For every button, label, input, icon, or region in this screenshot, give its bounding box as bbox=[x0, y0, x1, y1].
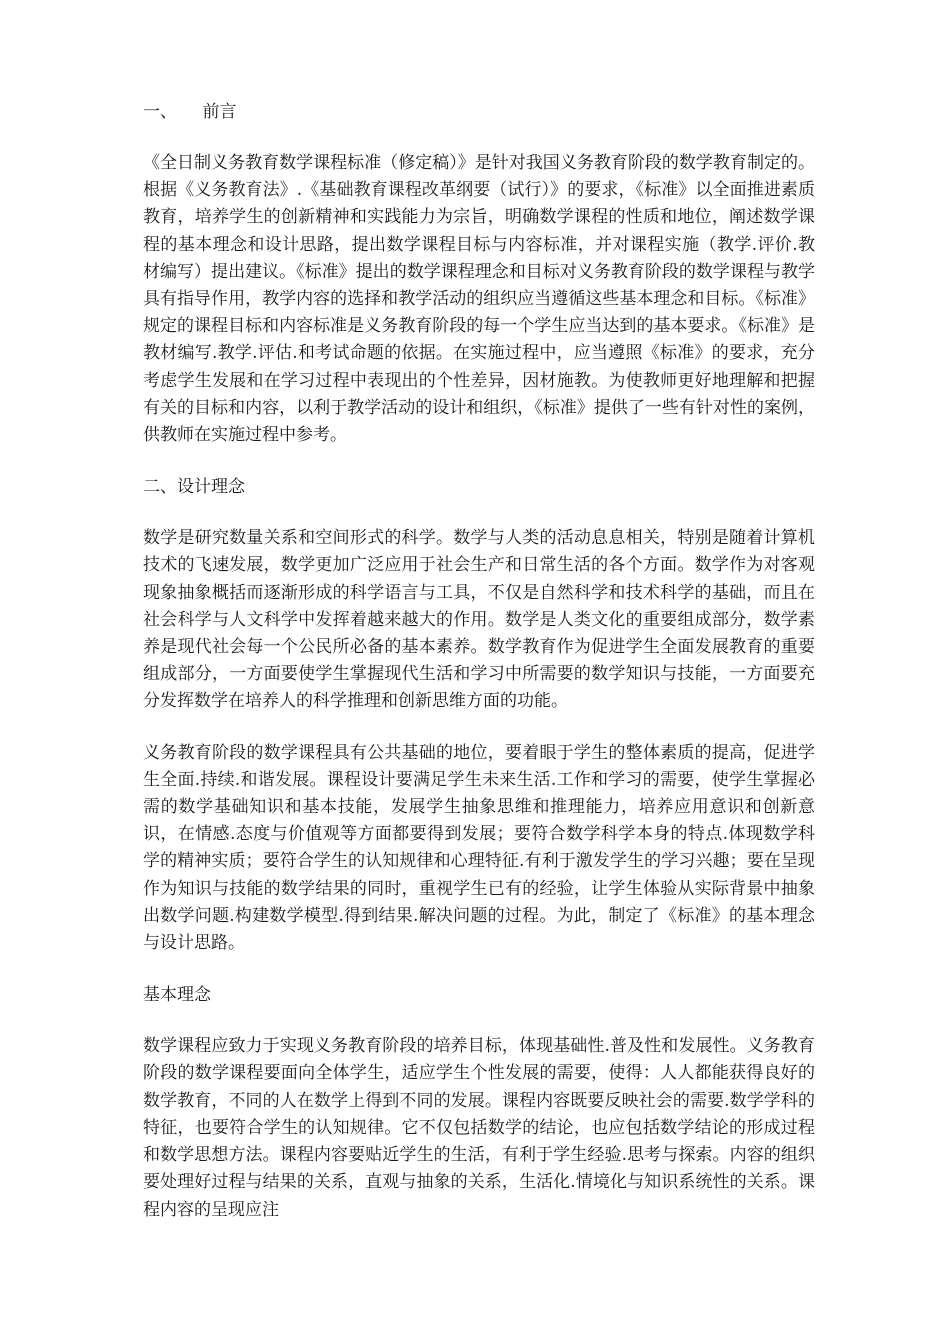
section-design-concept bbox=[143, 473, 815, 957]
section-preface bbox=[143, 98, 815, 449]
paragraph: 《全日制义务教育数学课程标准（修定稿）》是针对我国义务教育阶段的数学教育制定的。根据《义务教育法》.《基础教育课程改革纲要（试行）》的要求，《标准》以全面推进素质教育，培养学生的创新精神和实践能力为宗旨，明确数学课程的性质和地位，阐述数学课程的基本理念和设计思路，提出数学课程目标与内容标准，并对课程实施（教学.评价.教材编写）提出建议。《标准》提出的数学课程理念和目标对义务教育阶段的数学课程与教学具有指导作用，教学内容的选择和教学活动的组织应当遵循这些基本理念和目标。《标准》规定的课程目标和内容标准是义务教育阶段的每一个学生应当达到的基本要求。《标准》是教材编写.教学.评估.和考试命题的依据。在实施过程中，应当遵照《标准》的要求，充分考虑学生发展和在学习过程中表现出的个性差异，因材施教。为使教师更好地理解和把握有关的目标和内容，以利于教学活动的设计和组织，《标准》提供了一些有针对性的案例，供教师在实施过程中参考。 bbox=[143, 153, 815, 446]
paragraph: 数学是研究数量关系和空间形式的科学。数学与人类的活动息息相关，特别是随着计算机技术的飞速发展，数学更加广泛应用于社会生产和日常生活的各个方面。数学作为对客观现象抽象概括而逐渐形成的科学语言与工具，不仅是自然科学和技术科学的基础，而且在社会科学与人文科学中发挥着越来越大的作用。数学是人类文化的重要组成部分，数学素养是现代社会每一个公民所必备的基本素养。数学教育作为促进学生全面发展教育的重要组成部分，一方面要使学生掌握现代生活和学习中所需要的数学知识与技能，一方面要充分发挥数学在培养人的科学推理和创新思维方面的功能。 bbox=[143, 528, 815, 712]
section-basic-concept bbox=[143, 981, 815, 1223]
section-heading-design-concept: 二、设计理念 bbox=[143, 477, 245, 498]
paragraph: 数学课程应致力于实现义务教育阶段的培养目标，体现基础性.普及性和发展性。义务教育阶段的数学课程要面向全体学生，适应学生个性发展的需要，使得：人人都能获得良好的数学教育，不同的人在数学上得到不同的发展。课程内容既要反映社会的需要.数学学科的特征，也要符合学生的认知规律。它不仅包括数学的结论，也应包括数学结论的形成过程和数学思想方法。课程内容要贴近学生的生活，有利于学生经验.思考与探索。内容的组织要处理好过程与结果的关系，直观与抽象的关系，生活化.情境化与知识系统性的关系。课程内容的呈现应注 bbox=[143, 1036, 815, 1220]
section-heading-preface: 一、 前言 bbox=[143, 102, 237, 122]
paragraph: 义务教育阶段的数学课程具有公共基础的地位，要着眼于学生的整体素质的提高，促进学生全面.持续.和谐发展。课程设计要满足学生未来生活.工作和学习的需要，使学生掌握必需的数学基础知识和基本技能，发展学生抽象思维和推理能力，培养应用意识和创新意识，在情感.态度与价值观等方面都要得到发展；要符合数学科学本身的特点.体现数学科学的精神实质；要符合学生的认知规律和心理特征.有利于激发学生的学习兴趣；要在呈现作为知识与技能的数学结果的同时，重视学生已有的经验，让学生体验从实际背景中抽象出数学问题.构建数学模型.得到结果.解决问题的过程。为此，制定了《标准》的基本理念与设计思路。 bbox=[143, 742, 815, 954]
section-heading-basic-concept: 基本理念 bbox=[143, 985, 211, 1006]
document-page bbox=[143, 98, 815, 1248]
